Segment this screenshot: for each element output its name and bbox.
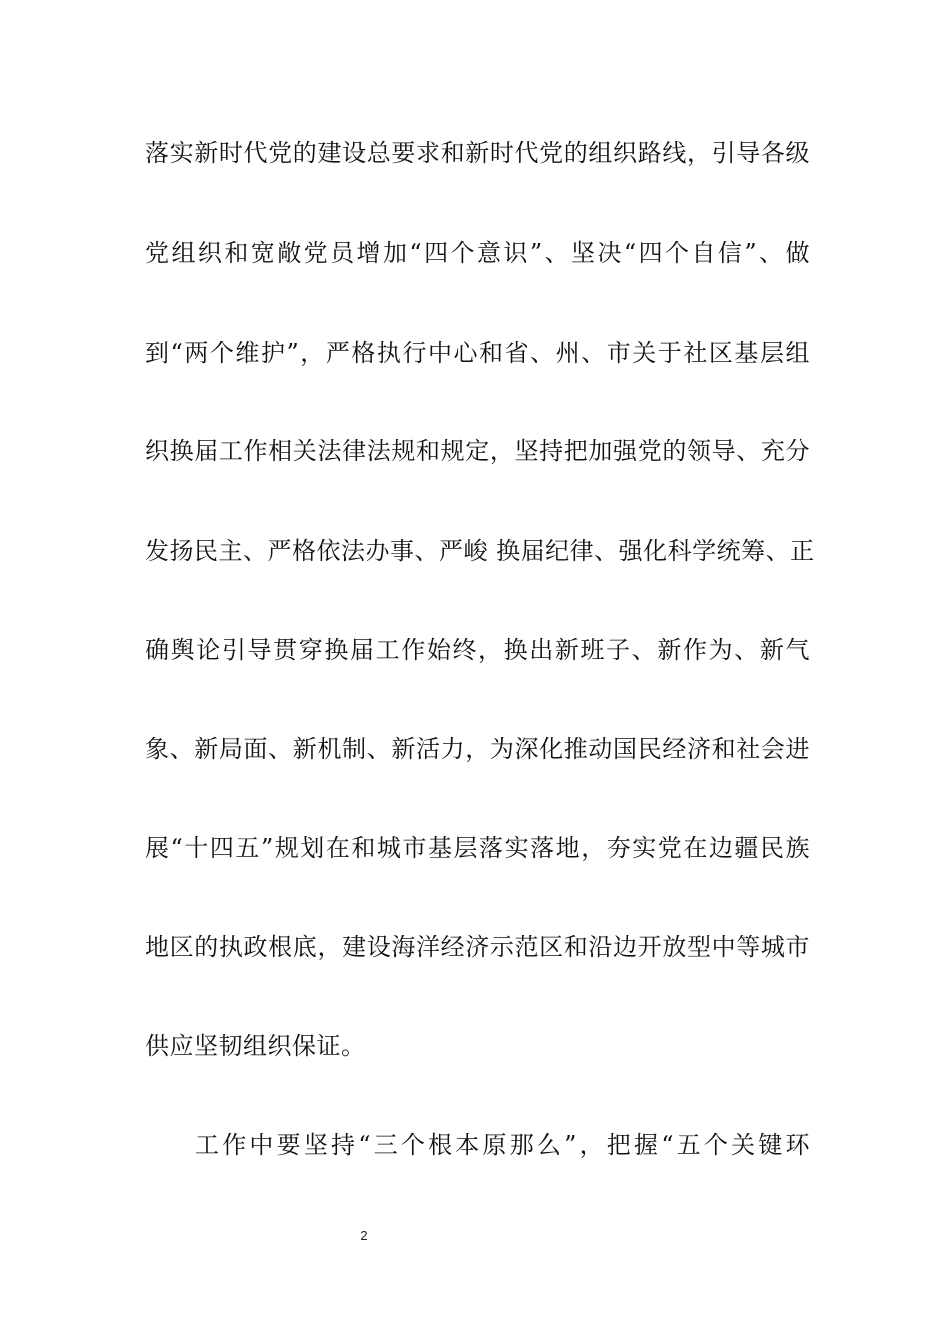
text-line: 展“十四五”规划在和城市基层落实落地，夯实党在边疆民族 (145, 834, 810, 862)
text-line: 地区的执政根底，建设海洋经济示范区和沿边开放型中等城市 (145, 933, 810, 961)
text-line: 象、新局面、新机制、新活力，为深化推动国民经济和社会进 (145, 735, 810, 763)
text-line: 党组织和宽敞党员增加“四个意识”、坚决“四个自信”、做 (145, 239, 810, 267)
text-line: 确舆论引导贯穿换届工作始终，换出新班子、新作为、新气 (145, 636, 810, 664)
text-line: 织换届工作相关法律法规和规定，坚持把加强党的领导、充分 (145, 437, 810, 465)
text-line: 工作中要坚持“三个根本原那么”，把握“五个关键环 (195, 1131, 810, 1159)
text-line: 供应坚韧组织保证。 (145, 1032, 366, 1060)
text-line: 到“两个维护”，严格执行中心和省、州、市关于社区基层组 (145, 339, 810, 367)
page-number: 2 (360, 1228, 368, 1243)
text-line: 落实新时代党的建设总要求和新时代党的组织路线，引导各级 (145, 139, 810, 167)
text-line: 发扬民主、严格依法办事、严峻 换届纪律、强化科学统筹、正 (145, 537, 815, 565)
